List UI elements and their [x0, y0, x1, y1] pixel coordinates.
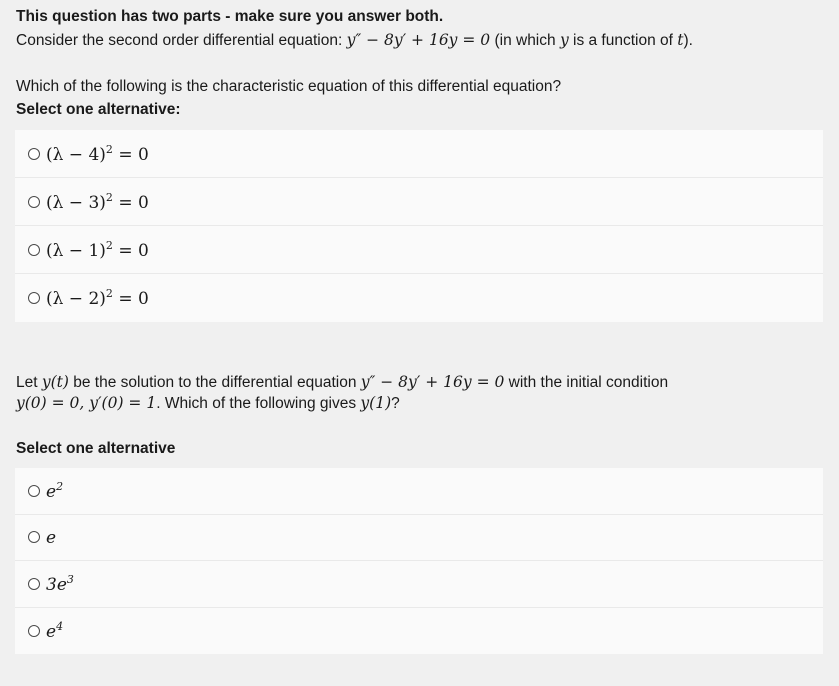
q1-option-3[interactable] — [15, 226, 823, 274]
radio-icon[interactable] — [28, 148, 40, 160]
q1-option-4[interactable] — [15, 274, 823, 322]
question2-select-label: Select one alternative — [16, 440, 176, 457]
intro-title: This question has two parts - make sure you answer both. — [16, 8, 444, 25]
q2-option-1-label: $e^2$ — [46, 479, 64, 502]
radio-icon[interactable] — [28, 531, 40, 543]
q2-option-3-label: $3e^3$ — [46, 572, 74, 595]
question1-options — [15, 130, 823, 322]
intro-prefix: Consider the second order differential equation: — [16, 32, 347, 49]
radio-icon[interactable] — [28, 292, 40, 304]
intro-mid: (in which — [490, 32, 560, 49]
q1-option-1[interactable] — [15, 130, 823, 178]
q1-option-1-label: $(\lambda - 4)^2 = 0$ — [46, 142, 149, 165]
question1-text: Which of the following is the characteristic equation of this differential equation? — [16, 78, 562, 95]
q1-option-3-label: $(\lambda - 1)^2 = 0$ — [46, 238, 149, 261]
q2-option-4[interactable] — [15, 608, 823, 655]
radio-icon[interactable] — [28, 578, 40, 590]
q1-option-4-label: $(\lambda - 2)^2 = 0$ — [46, 287, 149, 309]
intro-var-t: t — [677, 31, 684, 49]
q1-option-2-label: $(\lambda - 3)^2 = 0$ — [46, 190, 149, 213]
radio-icon[interactable] — [28, 244, 40, 256]
intro-end: ). — [683, 32, 693, 49]
question1-select-label: Select one alternative: — [16, 101, 181, 118]
intro-var-y: y — [559, 31, 569, 49]
intro-statement — [16, 31, 693, 50]
radio-icon[interactable] — [28, 196, 40, 208]
intro-mid2: is a function of — [568, 32, 678, 49]
q2-option-2[interactable] — [15, 515, 823, 562]
question2-text — [16, 372, 806, 414]
question2-line2: y(0) = 0, y′(0) = 1. Which of the following gives y(1)? — [16, 394, 400, 412]
q2-option-2-label: e — [46, 528, 57, 549]
q2-option-4-label: $e^4$ — [46, 619, 64, 642]
q2-option-3[interactable] — [15, 561, 823, 608]
question2-line1: Let y(t) be the solution to the differential equation y″ − 8y′ + 16y = 0 with the initial condition — [16, 373, 669, 391]
intro-equation: y″ − 8y′ + 16y = 0 — [346, 31, 491, 49]
radio-icon[interactable] — [28, 485, 40, 497]
question2-options — [15, 468, 823, 654]
q2-option-1[interactable] — [15, 468, 823, 515]
radio-icon[interactable] — [28, 625, 40, 637]
q1-option-2[interactable] — [15, 178, 823, 226]
